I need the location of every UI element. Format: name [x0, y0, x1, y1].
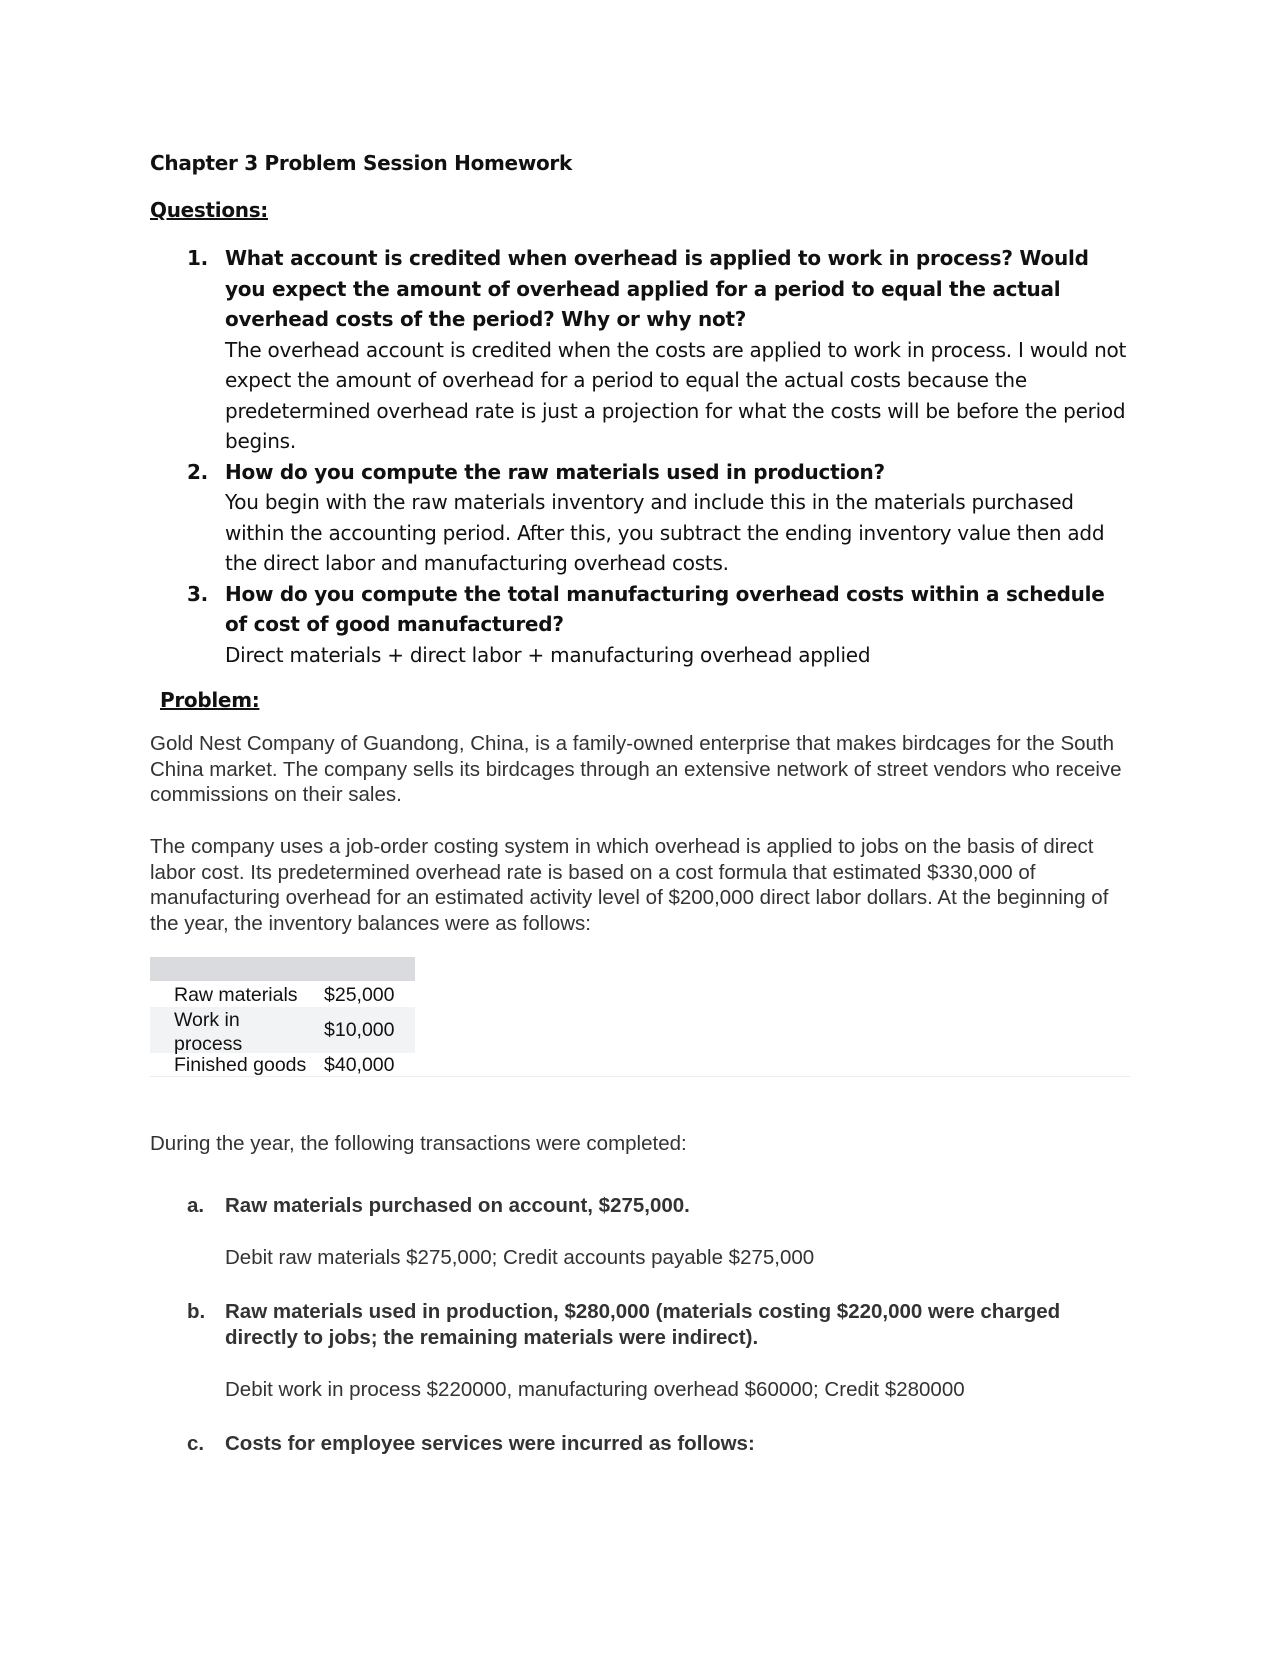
transactions-intro: During the year, the following transactions were completed:: [150, 1132, 687, 1155]
inventory-value: $40,000: [324, 1054, 395, 1076]
transaction-letter: b.: [187, 1300, 206, 1323]
table-row: [150, 981, 415, 1007]
questions-list: [150, 243, 1130, 670]
problem-heading: Problem:: [160, 688, 260, 712]
question-text: How do you compute the raw materials used in production?: [225, 459, 885, 484]
question-item: [150, 243, 1130, 457]
transaction-item: [150, 1431, 1130, 1457]
question-number: 2.: [187, 459, 209, 484]
inventory-table: [150, 957, 415, 1079]
transaction-letter: a.: [187, 1194, 205, 1217]
transaction-letter: c.: [187, 1432, 205, 1455]
inventory-value: $10,000: [324, 1019, 395, 1041]
transaction-text: Costs for employee services were incurred as follows:: [225, 1432, 755, 1455]
document-title: Chapter 3 Problem Session Homework: [150, 151, 572, 175]
inventory-label: Work in process: [174, 1009, 243, 1055]
divider: [150, 1076, 1130, 1077]
transaction-item: [150, 1193, 1130, 1219]
question-answer: You begin with the raw materials inventory and include this in the materials purchased within the accounting period. After this, you subtract the ending inventory value then add the direct labor and manufacturing overhead costs.: [225, 490, 1105, 575]
inventory-table-header: [150, 957, 415, 981]
question-answer: Direct materials + direct labor + manufacturing overhead applied: [225, 642, 871, 667]
problem-paragraph-1: Gold Nest Company of Guandong, China, is a family-owned enterprise that makes birdcages for the South China market. The company sells its birdcages through an extensive network of street vendors who receive commissions on their sales.: [150, 732, 1122, 806]
question-answer: The overhead account is credited when the costs are applied to work in process. I would not expect the amount of overhead for a period to equal the actual costs because the predetermined overhead rate is just a projection for what the costs will be before the period begins.: [225, 337, 1127, 453]
question-text: How do you compute the total manufacturing overhead costs within a schedule of cost of good manufactured?: [225, 581, 1105, 636]
transaction-answer: Debit raw materials $275,000; Credit accounts payable $275,000: [225, 1246, 815, 1269]
transaction-text: Raw materials used in production, $280,000 (materials costing $220,000 were charged directly to jobs; the remaining materials were indirect).: [225, 1300, 1061, 1349]
question-number: 3.: [187, 581, 209, 606]
inventory-label: Finished goods: [174, 1054, 307, 1076]
question-number: 1.: [187, 246, 209, 270]
transaction-answer: Debit work in process $220000, manufacturing overhead $60000; Credit $280000: [225, 1378, 965, 1401]
question-item: [150, 579, 1130, 671]
transaction-item: [150, 1299, 1130, 1350]
problem-paragraph-2: The company uses a job-order costing system in which overhead is applied to jobs on the basis of direct labor cost. Its predetermined overhead rate is based on a cost formula that estimated $330,000 of manufacturing overhead for an estimated activity level of $200,000 direct labor dollars. At the beginning of the year, the inventory balances were as follows:: [150, 835, 1109, 935]
inventory-label: Raw materials: [174, 984, 298, 1006]
question-text: What account is credited when overhead is applied to work in process? Would you expect the amount of overhead applied for a period to equal the actual overhead costs of the period? Why or why not?: [225, 246, 1089, 331]
transaction-text: Raw materials purchased on account, $275,000.: [225, 1194, 690, 1217]
inventory-value: $25,000: [324, 984, 395, 1006]
table-row: [150, 1007, 415, 1053]
question-item: [150, 457, 1130, 579]
questions-heading: Questions:: [150, 198, 269, 222]
